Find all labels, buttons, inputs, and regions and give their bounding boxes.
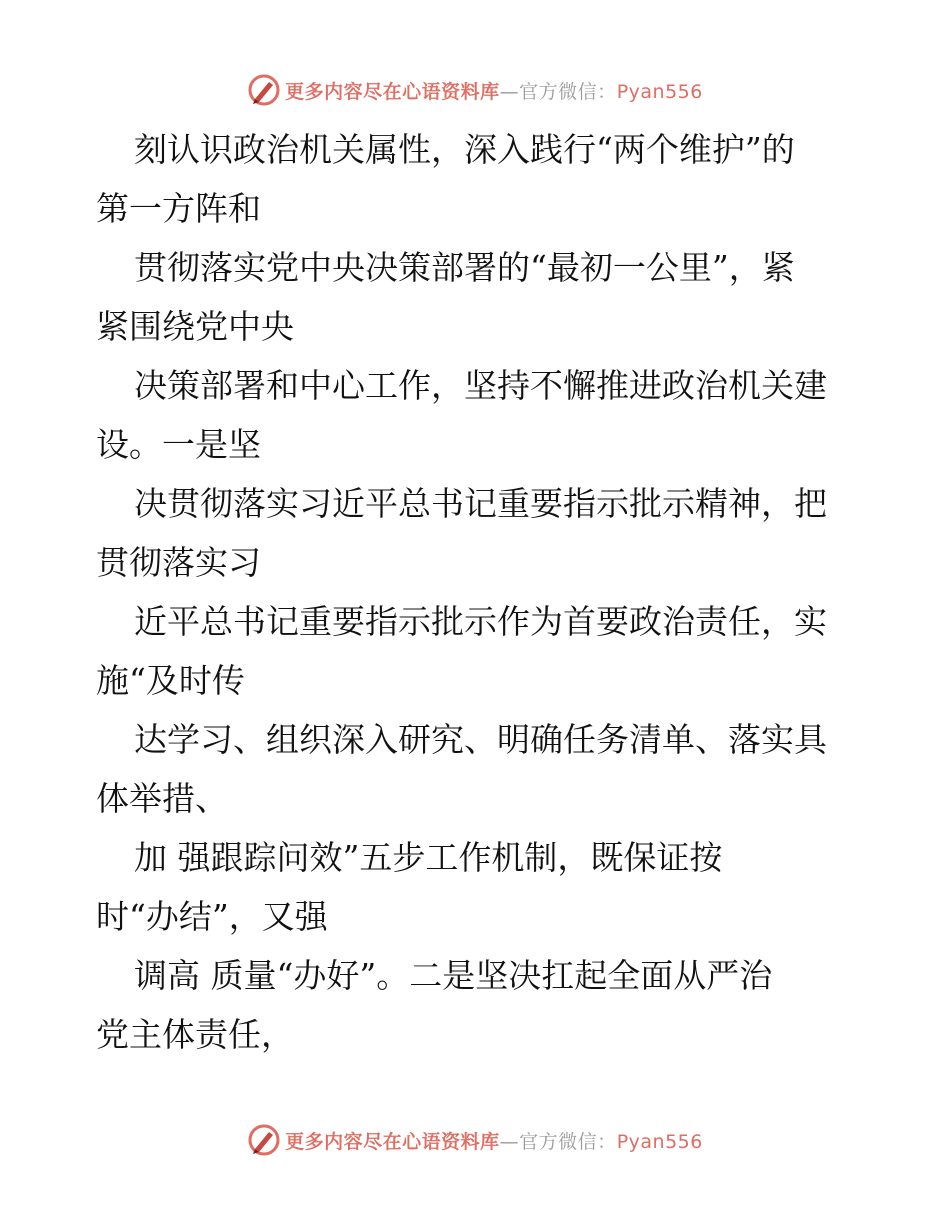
paragraph <box>96 474 856 592</box>
paragraph <box>96 710 856 828</box>
red-pen-circle-logo-icon <box>247 1123 281 1157</box>
watermark-wechat-id: Pyan556 <box>616 80 703 103</box>
watermark-separator: — <box>499 1130 520 1153</box>
watermark-separator: — <box>499 80 520 103</box>
paragraph-line: 近平总书记重要指示批示作为首要政治责任，实 <box>134 602 827 641</box>
watermark-wechat-id: Pyan556 <box>616 1130 703 1153</box>
header-watermark <box>0 70 950 110</box>
paragraph <box>96 946 856 1064</box>
watermark-brand: 更多内容尽在心语资料库 <box>285 1130 500 1153</box>
paragraph <box>96 120 856 238</box>
footer-watermark <box>0 1120 950 1160</box>
paragraph-line: 贯彻落实党中央决策部署的“最初一公里”，紧 <box>134 248 795 287</box>
paragraph-line: 达学习、组织深入研究、明确任务清单、落实具 <box>134 720 827 759</box>
paragraph-line: 党主体责任， <box>96 1015 294 1054</box>
paragraph-line: 决策部署和中心工作，坚持不懈推进政治机关建 <box>134 366 827 405</box>
red-pen-circle-logo-icon <box>247 73 281 107</box>
paragraph-line: 调高 质量“办好”。二是坚决扛起全面从严治 <box>134 956 773 995</box>
watermark-brand: 更多内容尽在心语资料库 <box>285 80 500 103</box>
paragraph-line: 时“办结”，又强 <box>96 897 328 936</box>
paragraph-line: 紧围绕党中央 <box>96 307 294 346</box>
paragraph-line: 贯彻落实习 <box>96 543 261 582</box>
watermark-label: 官方微信： <box>519 80 617 103</box>
paragraph <box>96 356 856 474</box>
paragraph <box>96 238 856 356</box>
paragraph-line: 体举措、 <box>96 779 228 818</box>
paragraph <box>96 592 856 710</box>
paragraph-line: 刻认识政治机关属性，深入践行“两个维护”的 <box>134 130 795 169</box>
paragraph-line: 决贯彻落实习近平总书记重要指示批示精神，把 <box>134 484 827 523</box>
paragraph-line: 设。一是坚 <box>96 425 261 464</box>
paragraph <box>96 828 856 946</box>
watermark-label: 官方微信： <box>519 1130 617 1153</box>
paragraph-line: 第一方阵和 <box>96 189 261 228</box>
paragraph-line: 施“及时传 <box>96 661 245 700</box>
document-body <box>96 120 856 1064</box>
paragraph-line: 加 强跟踪问效”五步工作机制，既保证按 <box>134 838 723 877</box>
